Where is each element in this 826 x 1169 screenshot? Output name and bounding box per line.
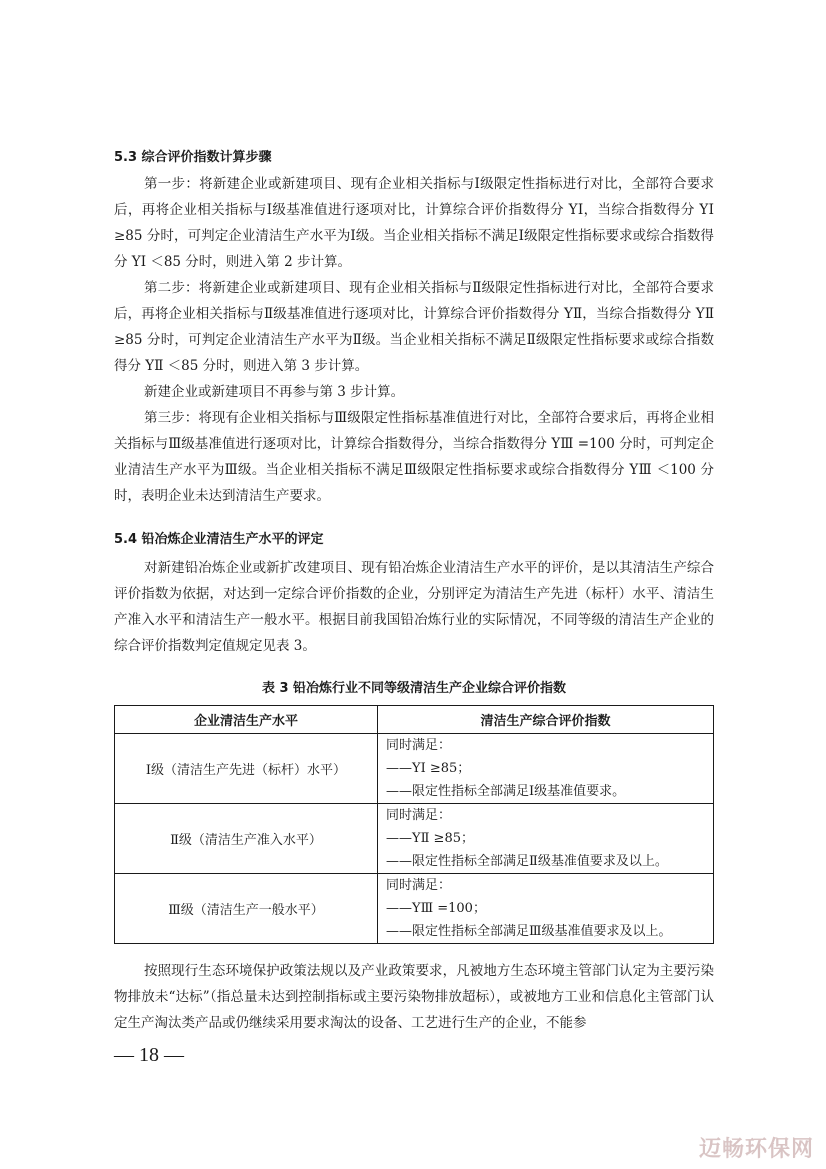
requirement-line: ——YⅡ ≥85； xyxy=(386,831,474,846)
level-cell: Ⅲ级（清洁生产一般水平） xyxy=(115,874,378,944)
column-header-index: 清洁生产综合评价指数 xyxy=(378,706,714,734)
step3-paragraph: 第三步：将现有企业相关指标与Ⅲ级限定性指标基准值进行对比，全部符合要求后，再将企业相关指标与Ⅲ级基准值进行逐项对比，计算综合指数得分，当综合指数得分 YⅢ =100 分时，可判定企业清洁生产水平为Ⅲ级。当企业相关指标不满足Ⅲ级限定性指标要求或综合指数得分 YⅢ ＜100 分时，表明企业未达到清洁生产要求。 xyxy=(114,410,714,504)
requirement-cell xyxy=(378,734,714,804)
step1-paragraph: 第一步：将新建企业或新建项目、现有企业相关指标与Ⅰ级限定性指标进行对比，全部符合要求后，再将企业相关指标与Ⅰ级基准值进行逐项对比，计算综合评价指数得分 YⅠ，当综合指数得分 YⅠ ≥85 分时，可判定企业清洁生产水平为Ⅰ级。当企业相关指标不满足Ⅰ级限定性指标要求或综合指数得分 YⅠ ＜85 分时，则进入第 2 步计算。 xyxy=(114,176,714,270)
table-row xyxy=(115,734,714,804)
page-number: — 18 — xyxy=(114,1044,184,1066)
table-header-row xyxy=(115,706,714,734)
section-5-4-heading: 5.4 铅冶炼企业清洁生产水平的评定 xyxy=(114,532,324,547)
requirement-line: ——YⅠ ≥85； xyxy=(386,761,471,776)
table-caption: 表 3 铅冶炼行业不同等级清洁生产企业综合评价指数 xyxy=(261,681,567,696)
level-cell: Ⅱ级（清洁生产准入水平） xyxy=(115,804,378,874)
section-5-3-heading: 5.3 综合评价指数计算步骤 xyxy=(114,150,272,165)
closing-paragraph: 按照现行生态环境保护政策法规以及产业政策要求，凡被地方生态环境主管部门认定为主要污染物排放未“达标”（指总量未达到控制指标或主要污染物排放超标），或被地方工业和信息化主管部门认定生产淘汰类产品或仍继续采用要求淘汰的设备、工艺进行生产的企业，不能参 xyxy=(114,963,714,1031)
section-5-4-paragraph: 对新建铅冶炼企业或新扩改建项目、现有铅冶炼企业清洁生产水平的评价，是以其清洁生产综合评价指数为依据，对达到一定综合评价指数的企业，分别评定为清洁生产先进（标杆）水平、清洁生产准入水平和清洁生产一般水平。根据目前我国铅冶炼行业的实际情况，不同等级的清洁生产企业的综合评价指数判定值规定见表 3。 xyxy=(114,560,714,654)
requirement-line: 同时满足： xyxy=(386,878,452,893)
requirement-line: ——限定性指标全部满足Ⅰ级基准值要求。 xyxy=(386,784,626,799)
requirement-line: ——限定性指标全部满足Ⅲ级基准值要求及以上。 xyxy=(386,924,672,939)
requirement-line: 同时满足： xyxy=(386,808,452,823)
step2-paragraph: 第二步：将新建企业或新建项目、现有企业相关指标与Ⅱ级限定性指标进行对比，全部符合要求后，再将企业相关指标与Ⅱ级基准值进行逐项对比，计算综合评价指数得分 YⅡ，当综合指数得分 YⅡ ≥85 分时，可判定企业清洁生产水平为Ⅱ级。当企业相关指标不满足Ⅱ级限定性指标要求或综合指数得分 YⅡ ＜85 分时，则进入第 3 步计算。 xyxy=(114,280,714,374)
requirement-cell xyxy=(378,804,714,874)
watermark: 迈畅环保网 xyxy=(698,1137,814,1162)
note-paragraph: 新建企业或新建项目不再参与第 3 步计算。 xyxy=(144,384,405,400)
requirement-line: 同时满足： xyxy=(386,738,452,753)
requirement-line: ——YⅢ =100； xyxy=(386,901,486,916)
evaluation-index-table xyxy=(114,705,714,944)
column-header-level: 企业清洁生产水平 xyxy=(115,706,378,734)
requirement-cell xyxy=(378,874,714,944)
table-row xyxy=(115,804,714,874)
level-cell: Ⅰ级（清洁生产先进（标杆）水平） xyxy=(115,734,378,804)
table-row xyxy=(115,874,714,944)
requirement-line: ——限定性指标全部满足Ⅱ级基准值要求及以上。 xyxy=(386,854,668,869)
